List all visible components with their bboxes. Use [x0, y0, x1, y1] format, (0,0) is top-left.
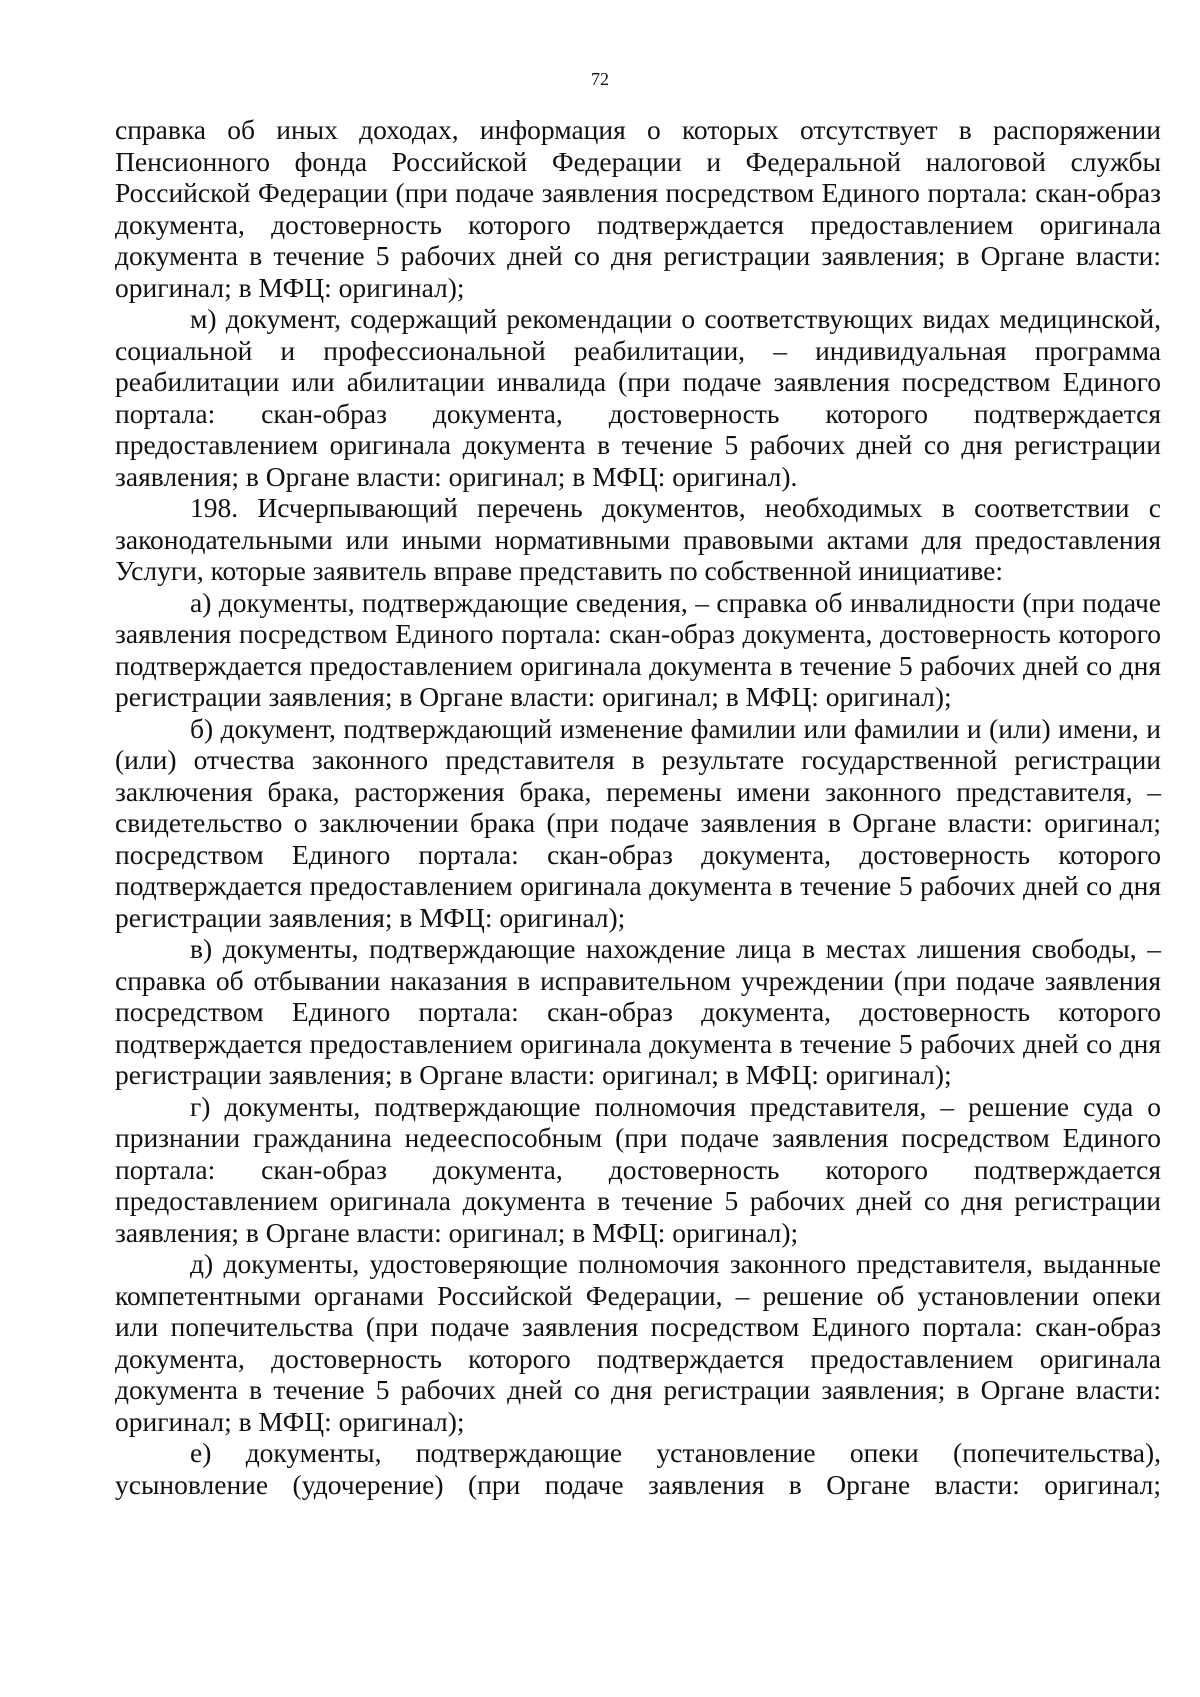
paragraph-item-g: г) документы, подтверждающие полномочия представителя, – решение суда о признании гражданина недееспособным (при подаче заявления посредством Единого портала: скан-образ документа, достоверность которого подтверждается предоставлением оригинала документа в течение 5 рабочих дней со дня регистрации заявления; в Органе власти: оригинал; в МФЦ: оригинал);	[115, 1090, 1161, 1248]
paragraph-item-a: а) документы, подтверждающие сведения, – справка об инвалидности (при подаче заявления посредством Единого портала: скан-образ документа, достоверность которого подтверждается предоставлением оригинала документа в течение 5 рабочих дней со дня регистрации заявления; в Органе власти: оригинал; в МФЦ: оригинал);	[115, 586, 1161, 712]
document-body	[115, 114, 1161, 1500]
paragraph-item-d: д) документы, удостоверяющие полномочия законного представителя, выданные компетентными органами Российской Федерации, – решение об установлении опеки или попечительства (при подаче заявления посредством Единого портала: скан-образ документа, достоверность которого подтверждается предоставлением оригинала документа в течение 5 рабочих дней со дня регистрации заявления; в Органе власти: оригинал; в МФЦ: оригинал);	[115, 1248, 1161, 1437]
paragraph-item-v: в) документы, подтверждающие нахождение лица в местах лишения свободы, – справка об отбывании наказания в исправительном учреждении (при подаче заявления посредством Единого портала: скан-образ документа, достоверность которого подтверждается предоставлением оригинала документа в течение 5 рабочих дней со дня регистрации заявления; в Органе власти: оригинал; в МФЦ: оригинал);	[115, 933, 1161, 1090]
paragraph-item-e: е) документы, подтверждающие установление опеки (попечительства), усыновление (удочерение) (при подаче заявления в Органе власти: оригинал;	[115, 1437, 1161, 1500]
paragraph-income-certificate: справка об иных доходах, информация о которых отсутствует в распоряжении Пенсионного фонда Российской Федерации и Федеральной налоговой службы Российской Федерации (при подаче заявления посредством Единого портала: скан-образ документа, достоверность которого подтверждается предоставлением оригинала документа в течение 5 рабочих дней со дня регистрации заявления; в Органе власти: оригинал; в МФЦ: оригинал);	[115, 114, 1161, 303]
page-number: 72	[591, 69, 609, 89]
paragraph-198: 198. Исчерпывающий перечень документов, необходимых в соответствии с законодательными или иными нормативными правовыми актами для предоставления Услуги, которые заявитель вправе представить по собственной инициативе:	[115, 492, 1161, 586]
paragraph-item-m: м) документ, содержащий рекомендации о соответствующих видах медицинской, социальной и профессиональной реабилитации, – индивидуальная программа реабилитации или абилитации инвалида (при подаче заявления посредством Единого портала: скан-образ документа, достоверность которого подтверждается предоставлением оригинала документа в течение 5 рабочих дней со дня регистрации заявления; в Органе власти: оригинал; в МФЦ: оригинал).	[115, 303, 1161, 492]
paragraph-item-b: б) документ, подтверждающий изменение фамилии или фамилии и (или) имени, и (или) отчества законного представителя в результате государственной регистрации заключения брака, расторжения брака, перемены имени законного представителя, – свидетельство о заключении брака (при подаче заявления в Органе власти: оригинал; посредством Единого портала: скан-образ документа, достоверность которого подтверждается предоставлением оригинала документа в течение 5 рабочих дней со дня регистрации заявления; в МФЦ: оригинал);	[115, 712, 1161, 933]
